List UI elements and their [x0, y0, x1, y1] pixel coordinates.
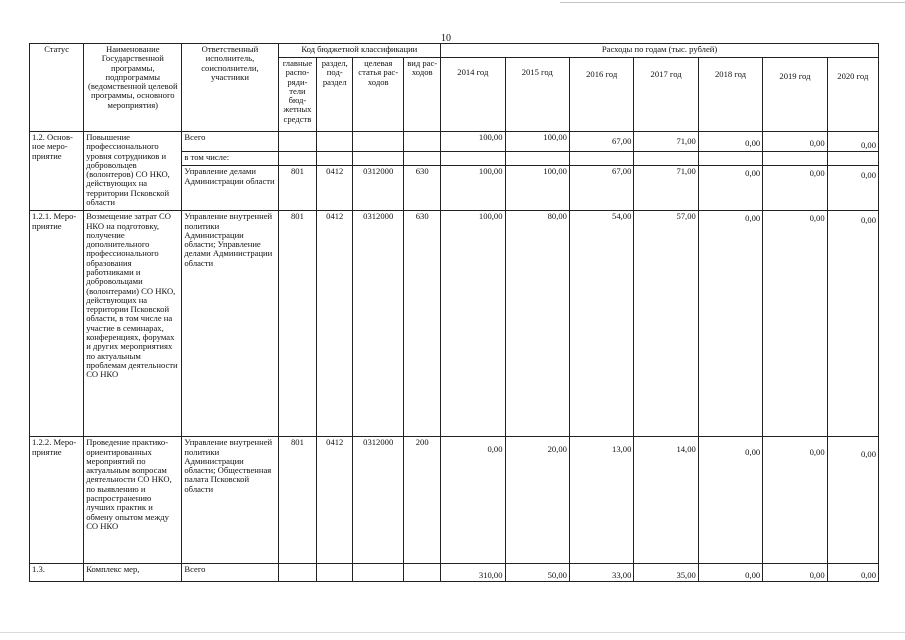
row-name: Возмещение затрат СО НКО на подготовку, получение дополнительного профессионального образования работниками и добровольцами (волонтерами) СО НКО, действующих на территории Псковской области, в том числе на участие в семинарах, конференциях, форумах и других мероприятиях по актуальным проблемам деятельности СО НКО [84, 211, 182, 437]
row-status: 1.3. [30, 564, 84, 582]
cell-value [505, 152, 569, 166]
cell-value [763, 152, 827, 166]
cell-csr [353, 132, 404, 152]
cell-rzpr [317, 152, 353, 166]
row-status: 1.2. Основ-ное меро-приятие [30, 132, 84, 211]
cell-value: 0,00 [827, 564, 878, 582]
cell-rzpr: 0412 [317, 166, 353, 211]
header-csr: целевая статья рас-ходов [353, 58, 404, 132]
cell-rzpr: 0412 [317, 211, 353, 437]
cell-value [827, 152, 878, 166]
cell-value: 0,00 [698, 437, 762, 564]
cell-grbs: 801 [278, 166, 317, 211]
cell-value: 0,00 [827, 132, 878, 152]
cell-value: 0,00 [827, 166, 878, 211]
row-status: 1.2.1. Меро-приятие [30, 211, 84, 437]
row-executor: Управление внутренней политики Администрации области; Управление делами Администрации области [182, 211, 278, 437]
cell-value: 0,00 [698, 132, 762, 152]
table-row [30, 437, 879, 564]
header-year: 2017 год [634, 58, 698, 132]
header-year: 2020 год [827, 58, 878, 132]
cell-vr [404, 564, 441, 582]
cell-vr: 630 [404, 166, 441, 211]
row-status: 1.2.2. Меро-приятие [30, 437, 84, 564]
cell-value: 14,00 [634, 437, 698, 564]
cell-value: 33,00 [569, 564, 633, 582]
cell-vr [404, 152, 441, 166]
cell-grbs: 801 [278, 437, 317, 564]
header-expenses: Расходы по годам (тыс. рублей) [441, 44, 879, 58]
cell-value: 0,00 [698, 166, 762, 211]
scan-bottom-line [0, 632, 905, 633]
cell-value: 71,00 [634, 132, 698, 152]
page-number: 10 [441, 33, 451, 44]
cell-vr: 200 [404, 437, 441, 564]
cell-value: 0,00 [763, 166, 827, 211]
cell-value: 0,00 [698, 211, 762, 437]
cell-value: 0,00 [698, 564, 762, 582]
cell-rzpr [317, 564, 353, 582]
row-name: Повышение профессионального уровня сотрудников и добровольцев (волонтеров) СО НКО, действующих на территории Псковской области [84, 132, 182, 211]
header-vr: вид рас-ходов [404, 58, 441, 132]
header-year: 2014 год [441, 58, 505, 132]
header-row-1 [30, 44, 879, 58]
row-name: Проведение практико-ориентированных мероприятий по актуальным вопросам деятельности СО НКО, по выявлению и распространению лучших практик и обмену опытом между СО НКО [84, 437, 182, 564]
row-executor: Всего [182, 132, 278, 152]
header-year: 2018 год [698, 58, 762, 132]
cell-grbs: 801 [278, 211, 317, 437]
cell-value [634, 152, 698, 166]
cell-csr [353, 152, 404, 166]
cell-value: 0,00 [763, 132, 827, 152]
cell-value: 0,00 [763, 564, 827, 582]
cell-value: 0,00 [763, 211, 827, 437]
row-executor: в том числе: [182, 152, 278, 166]
table-row [30, 564, 879, 582]
cell-grbs [278, 152, 317, 166]
cell-value: 57,00 [634, 211, 698, 437]
cell-value: 100,00 [505, 132, 569, 152]
cell-value: 0,00 [827, 211, 878, 437]
cell-value: 35,00 [634, 564, 698, 582]
table-row [30, 211, 879, 437]
cell-value: 67,00 [569, 132, 633, 152]
cell-csr: 0312000 [353, 437, 404, 564]
cell-csr: 0312000 [353, 166, 404, 211]
scan-top-line [560, 2, 905, 3]
cell-vr: 630 [404, 211, 441, 437]
cell-value [441, 152, 505, 166]
cell-rzpr: 0412 [317, 437, 353, 564]
cell-value [569, 152, 633, 166]
header-year: 2016 год [569, 58, 633, 132]
cell-value: 0,00 [763, 437, 827, 564]
header-rzpr: раздел, под-раздел [317, 58, 353, 132]
cell-value: 80,00 [505, 211, 569, 437]
row-executor: Управление внутренней политики Администрации области; Общественная палата Псковской области [182, 437, 278, 564]
header-year: 2019 год [763, 58, 827, 132]
header-name: Наименование Государственной программы, подпрограммы (ведомственной целевой программы, основного мероприятия) [84, 44, 182, 132]
cell-value: 13,00 [569, 437, 633, 564]
cell-value: 71,00 [634, 166, 698, 211]
header-year: 2015 год [505, 58, 569, 132]
cell-csr: 0312000 [353, 211, 404, 437]
cell-grbs [278, 564, 317, 582]
cell-value: 67,00 [569, 166, 633, 211]
cell-value: 20,00 [505, 437, 569, 564]
budget-table [29, 43, 879, 582]
cell-value: 100,00 [441, 132, 505, 152]
header-grbs: главные распо-ряди-тели бюд-жетных средств [278, 58, 317, 132]
cell-value: 0,00 [441, 437, 505, 564]
cell-rzpr [317, 132, 353, 152]
cell-value: 310,00 [441, 564, 505, 582]
cell-value: 0,00 [827, 437, 878, 564]
cell-value: 100,00 [441, 211, 505, 437]
header-executor: Ответственный исполнитель, соисполнители, участники [182, 44, 278, 132]
cell-grbs [278, 132, 317, 152]
row-executor: Управление делами Администрации области [182, 166, 278, 211]
cell-value: 54,00 [569, 211, 633, 437]
row-executor: Всего [182, 564, 278, 582]
header-status: Статус [30, 44, 84, 132]
cell-value: 100,00 [505, 166, 569, 211]
cell-csr [353, 564, 404, 582]
row-name: Комплекс мер, [84, 564, 182, 582]
cell-vr [404, 132, 441, 152]
table-row [30, 132, 879, 152]
header-budget-code: Код бюджетной классификации [278, 44, 441, 58]
cell-value: 50,00 [505, 564, 569, 582]
cell-value [698, 152, 762, 166]
cell-value: 100,00 [441, 166, 505, 211]
